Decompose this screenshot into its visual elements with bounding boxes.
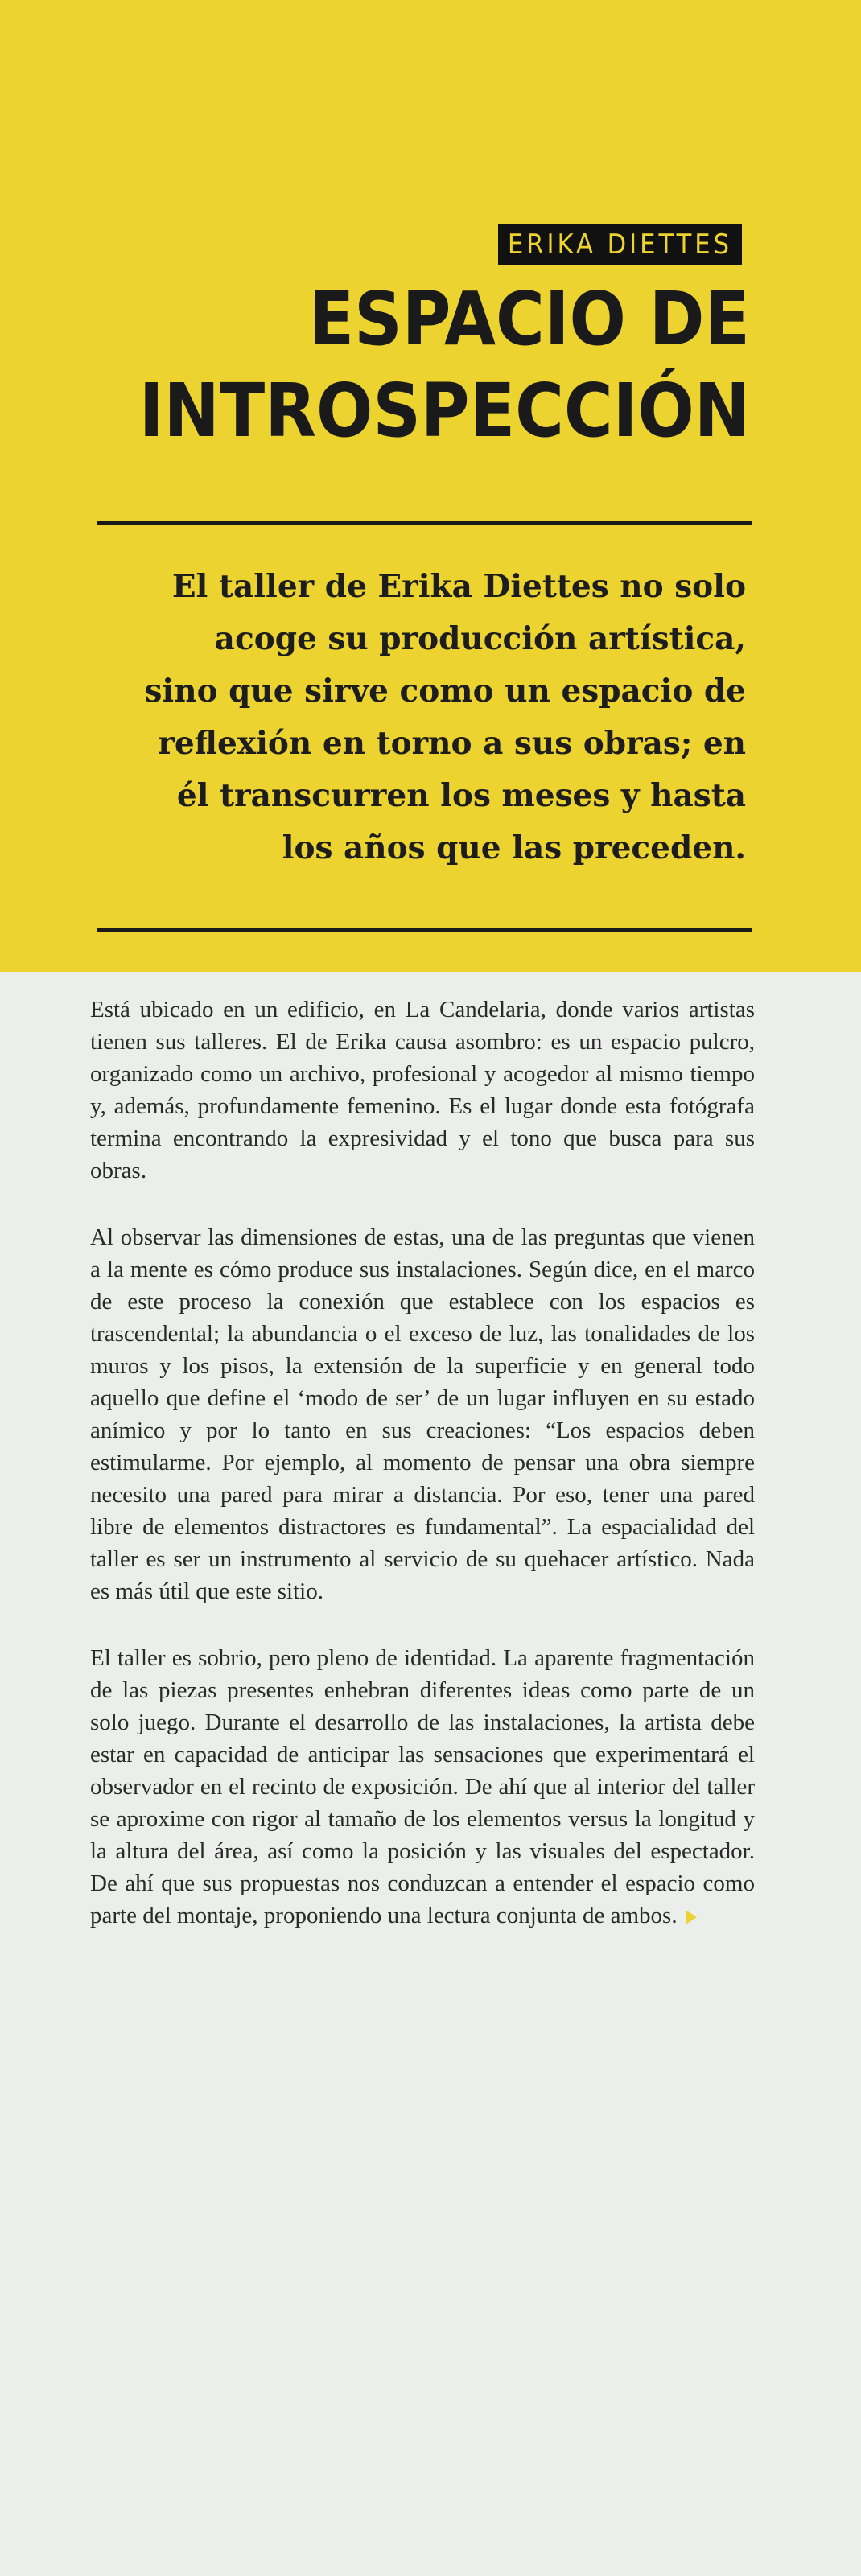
- lead-line-4: reflexión en torno a sus obras; en: [158, 725, 746, 762]
- lead-line-2: acoge su producción artística,: [214, 620, 746, 657]
- body-copy: [90, 994, 755, 1966]
- lead-line-3: sino que sirve como un espacio de: [144, 673, 746, 710]
- lead-line-6: los años que las preceden.: [282, 829, 746, 866]
- top-divider: [97, 521, 752, 525]
- article-headline: [138, 274, 750, 457]
- body-paragraph-1: Está ubicado en un edificio, en La Candelaria, donde varios artistas tienen sus talleres. El de Erika causa asombro: es un espacio pulcro, organizado como un archivo, profesional y acogedor al mismo tiempo y, además, profundamente femenino. Es el lugar donde esta fotógrafa termina encontrando la expresividad y el tono que busca para sus obras.: [90, 997, 755, 1183]
- body-paragraph-3: [90, 1642, 755, 1932]
- triangle-right-icon: [686, 1910, 697, 1924]
- lead-line-1: El taller de Erika Diettes no solo: [171, 568, 746, 605]
- headline-line-1: ESPACIO DE: [308, 276, 750, 362]
- author-tag: ERIKA DIETTES: [498, 224, 742, 265]
- bottom-divider: [97, 928, 752, 932]
- lead-line-5: él transcurren los meses y hasta: [176, 777, 746, 814]
- lead-paragraph: [102, 561, 746, 874]
- body-paragraph-2: Al observar las dimensiones de estas, una de las preguntas que vienen a la mente es cómo produce sus instalaciones. Según dice, en el marco de este proceso la conexión que establece con los espacios es trascendental; la abundancia o el exceso de luz, las tonalidades de los muros y los pisos, la extensión de la superficie y en general todo aquello que define el ‘modo de ser’ de un lugar influyen en su estado anímico y por lo tanto en sus creaciones: “Los espacios deben estimularme. Por ejemplo, al momento de pensar una obra siempre necesito una pared para mirar a distancia. Por eso, tener una pared libre de elementos distractores es fundamental”. La espacialidad del taller es ser un instrumento al servicio de su quehacer artístico. Nada es más útil que este sitio.: [90, 1224, 755, 1604]
- body-paragraph-3-text: El taller es sobrio, pero pleno de identidad. La aparente fragmentación de las piezas presentes enhebran diferentes ideas como parte de un solo juego. Durante el desarrollo de las instalaciones, la artista debe estar en capacidad de anticipar las sensaciones que experimentará el observador en el recinto de exposición. De ahí que al interior del taller se aproxime con rigor al tamaño de los elementos versus la longitud y la altura del área, así como la posición y las visuales del espectador. De ahí que sus propuestas nos conduzcan a entender el espacio como parte del montaje, proponiendo una lectura conjunta de ambos.: [90, 1645, 755, 1928]
- headline-line-2: INTROSPECCIÓN: [138, 368, 750, 454]
